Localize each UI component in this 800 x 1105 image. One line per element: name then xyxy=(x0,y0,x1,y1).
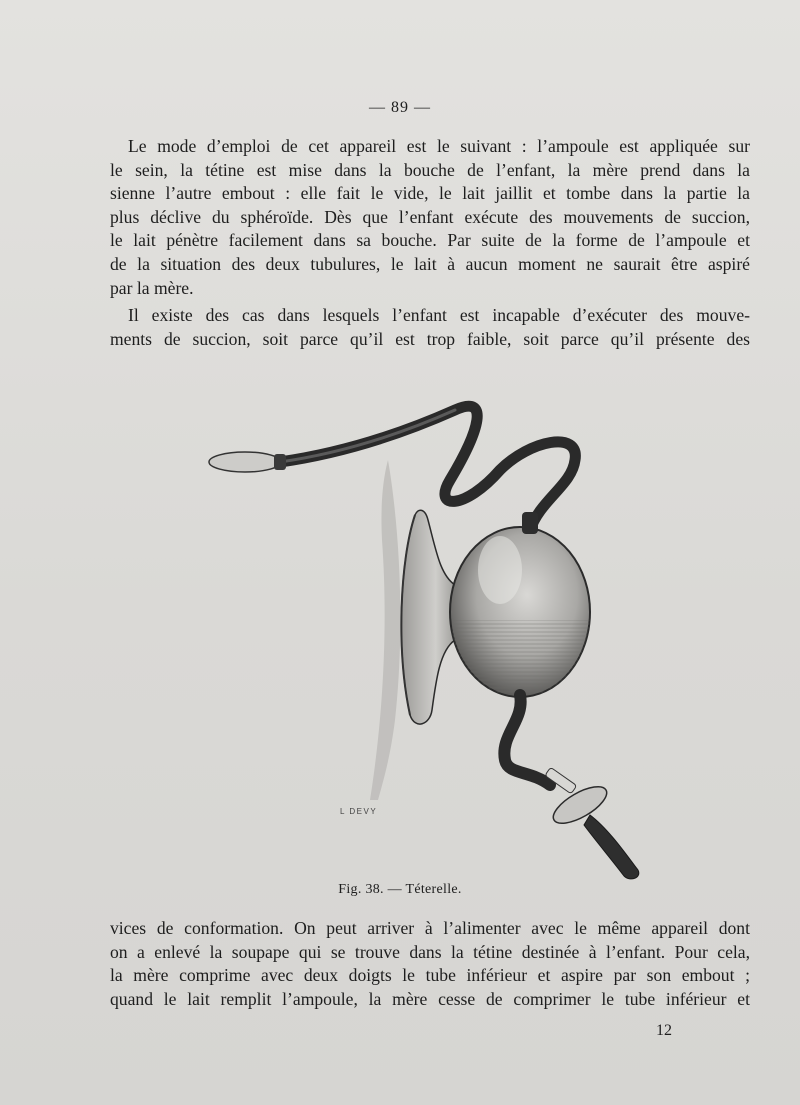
engraver-signature: L DEVY xyxy=(340,807,378,816)
text-line: sienne l’autre embout : elle fait le vide, le lait jaillit et tombe dans la partie la xyxy=(110,183,750,204)
lower-tube xyxy=(504,695,550,785)
mouthpiece xyxy=(209,452,281,472)
page-number: — 89 — xyxy=(369,99,431,116)
breast-outline xyxy=(370,460,400,800)
paragraph-1 xyxy=(110,135,750,300)
text-line: Il existe des cas dans lesquels l’enfant est incapable d’exécuter des mouve- xyxy=(128,305,750,325)
figure-caption: Fig. 38. — Téterelle. xyxy=(338,882,462,897)
upper-tube xyxy=(280,406,575,530)
signature-mark: 12 xyxy=(656,1022,672,1039)
text-line: par la mère. xyxy=(110,277,194,298)
teterelle-illustration xyxy=(200,390,660,890)
nipple-guard-disk xyxy=(548,780,612,831)
text-line: le lait pénètre facilement dans sa bouche. Par suite de la forme de l’ampoule et xyxy=(110,230,750,251)
text-line: de la situation des deux tubulures, le lait à aucun moment ne saurait être aspiré xyxy=(110,253,750,274)
text-line: la mère comprime avec deux doigts le tube inférieur et aspire par son embout ; xyxy=(110,965,750,986)
teat xyxy=(584,815,639,879)
text-line: on a enlevé la soupape qui se trouve dans la tétine destinée à l’enfant. Pour cela, xyxy=(110,941,750,962)
text-line: le sein, la tétine est mise dans la bouche de l’enfant, la mère prend dans la xyxy=(110,159,750,180)
paragraph-2 xyxy=(110,304,750,351)
paragraph-3 xyxy=(110,917,750,1011)
text-line: Le mode d’emploi de cet appareil est le suivant : l’ampoule est appliquée sur xyxy=(128,136,750,156)
text-line: vices de conformation. On peut arriver à l’alimenter avec le même appareil dont xyxy=(110,918,750,938)
text-line: plus déclive du sphéroïde. Dès que l’enfant exécute des mouvements de succion, xyxy=(110,206,750,227)
text-line: ments de succion, soit parce qu’il est trop faible, soit parce qu’il présente des xyxy=(110,328,750,349)
text-line: quand le lait remplit l’ampoule, la mère cesse de comprimer le tube inférieur et xyxy=(110,988,750,1009)
